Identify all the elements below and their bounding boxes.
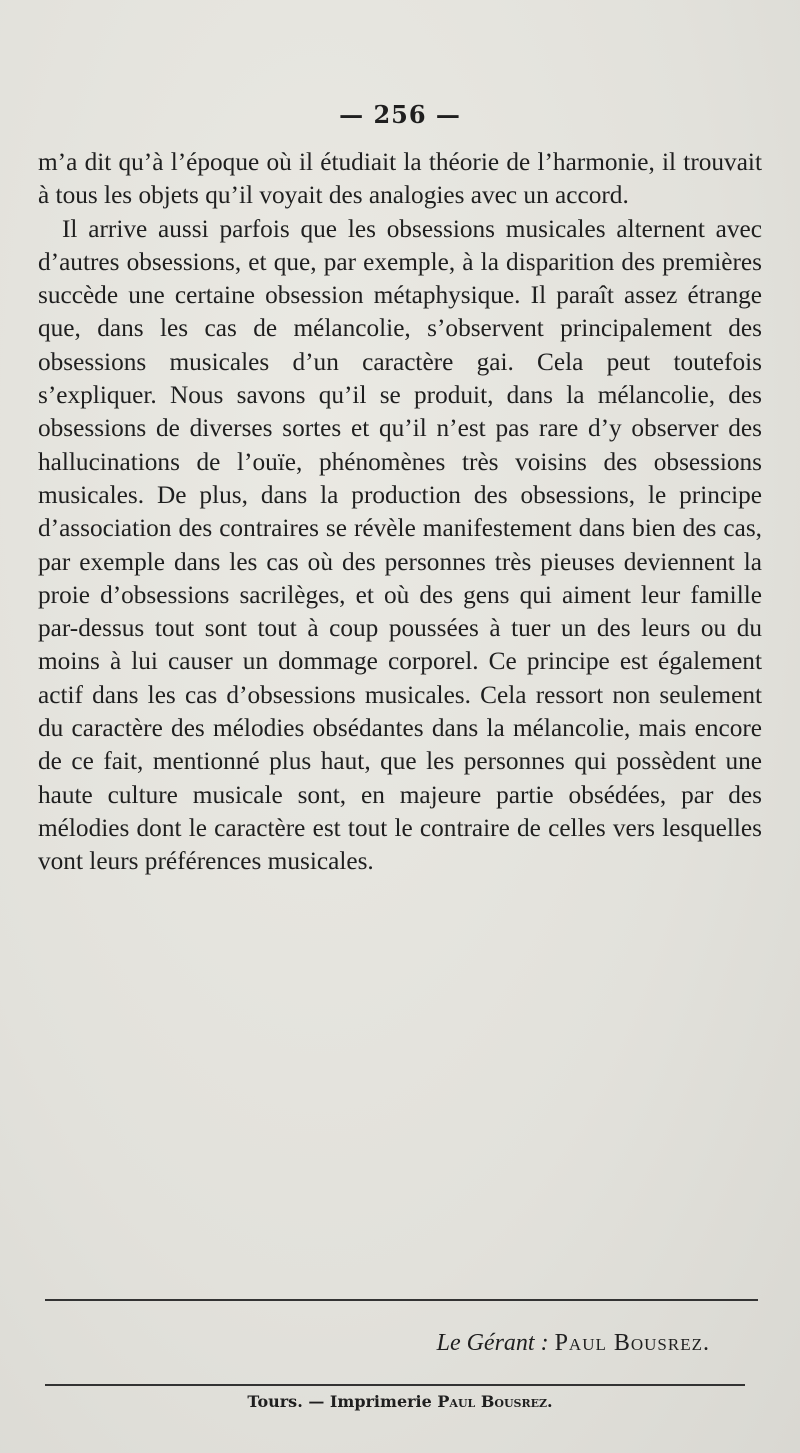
imprint-text: Tours. — Imprimerie xyxy=(247,1392,432,1411)
body-text xyxy=(38,146,762,879)
page-number: — 256 — xyxy=(339,100,461,129)
gerant-name: Paul Bousrez. xyxy=(554,1330,710,1356)
bottom-divider xyxy=(45,1384,745,1386)
gerant-label: Le Gérant : xyxy=(436,1330,549,1356)
imprint xyxy=(0,1392,800,1411)
paragraph-main: Il arrive aussi parfois que les obsessions musicales alternent avec d’autres obsessions, et que, par exemple, à la disparition des premières succède une certaine obsession métaphysique. Il paraît assez étrange que, dans les cas de mélancolie, s’observent principalement des obsessions musicales d’un caractère gai. Cela peut toutefois s’expliquer. Nous savons qu’il se produit, dans la mélancolie, des obsessions de diverses sortes et qu’il n’est pas rare d’y observer des hallucinations de l’ouïe, phénomènes très voisins des obsessions musicales. De plus, dans la production des obsessions, le principe d’association des contraires se révèle manifestement dans bien des cas, par exemple dans les cas où des personnes très pieuses deviennent la proie d’obsessions sacrilèges, et où des gens qui aiment leur famille par-dessus tout sont tout à coup poussées à tuer un des leurs ou du moins à lui causer un dommage corporel. Ce principe est également actif dans les cas d’obsessions musicales. Cela ressort non seulement du caractère des mélodies obsédantes dans la mélancolie, mais encore de ce fait, mentionné plus haut, que les personnes qui possèdent une haute culture musicale sont, en majeure partie obsédées, par des mélodies dont le caractère est tout le contraire de celles vers lesquelles vont leurs préférences musicales. xyxy=(38,214,762,876)
top-divider xyxy=(45,1299,758,1301)
gerant-signature xyxy=(437,1330,710,1357)
imprint-name: Paul Bousrez. xyxy=(437,1392,553,1411)
paragraph-continuation: m’a dit qu’à l’époque où il étudiait la théorie de l’harmonie, il trouvait à tous les objets qu’il voyait des analogies avec un accord. xyxy=(38,148,762,210)
